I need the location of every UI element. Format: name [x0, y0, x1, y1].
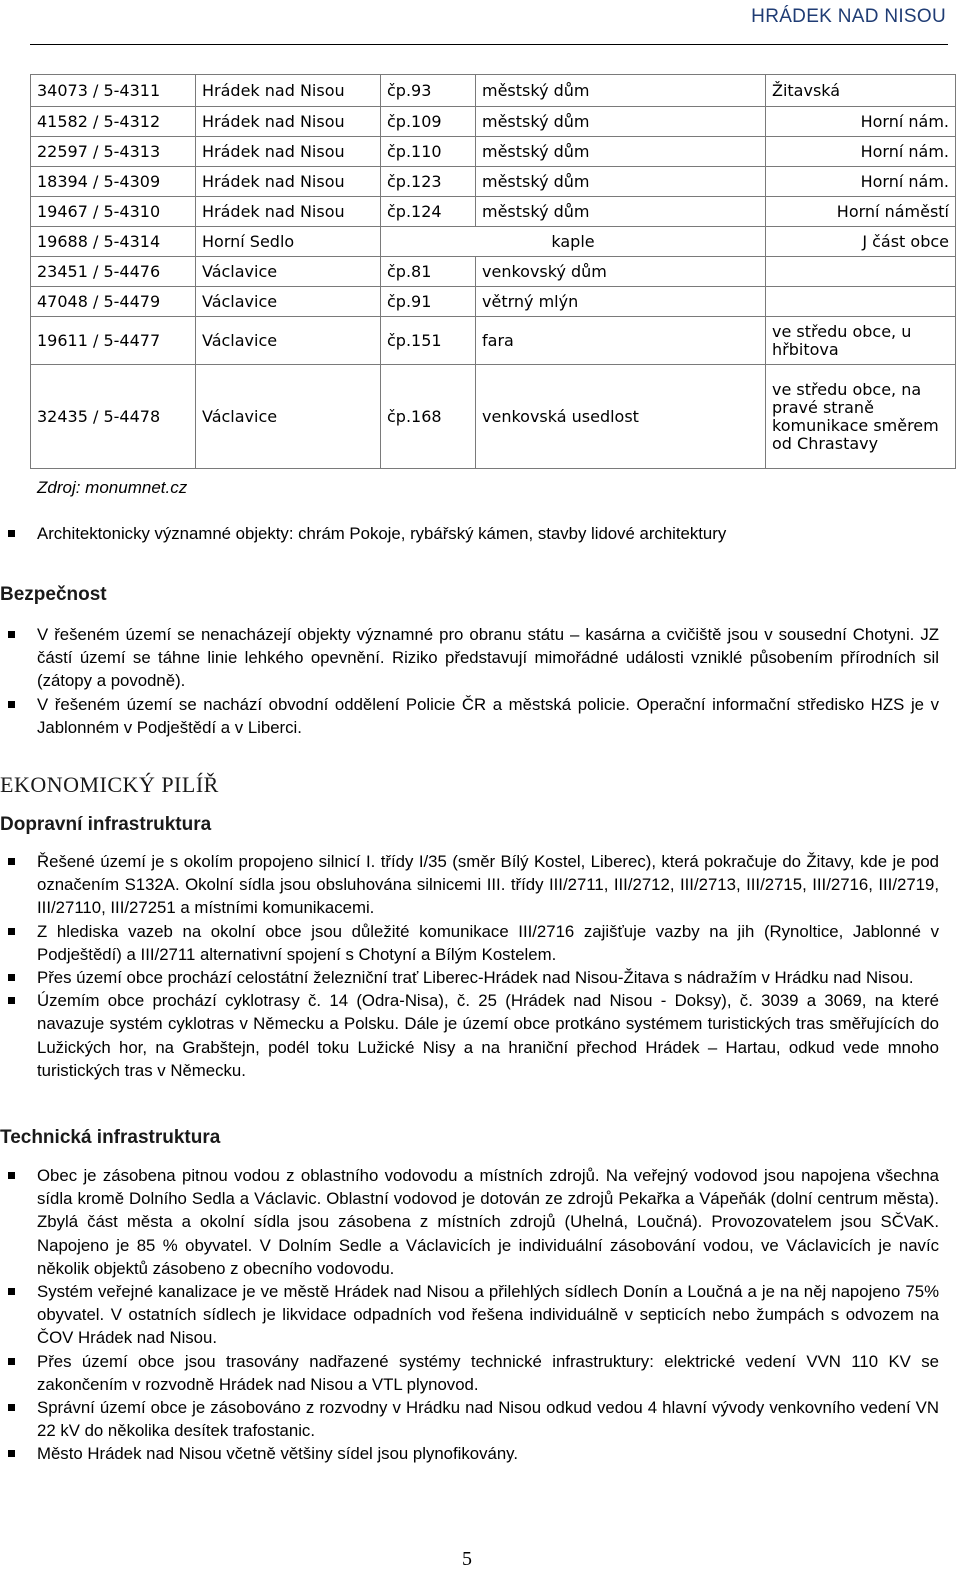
cell-place: Hrádek nad Nisou: [196, 107, 381, 137]
cell-id: 41582 / 5-4312: [31, 107, 196, 137]
cell-id: 22597 / 5-4313: [31, 137, 196, 167]
cell-number: čp.93: [381, 75, 476, 107]
cell-location: [766, 287, 956, 317]
document-title: HRÁDEK NAD NISOU: [751, 6, 946, 27]
cell-id: 34073 / 5-4311: [31, 75, 196, 107]
cell-place: Hrádek nad Nisou: [196, 75, 381, 107]
list-item: Z hlediska vazeb na okolní obce jsou důležité komunikace III/2716 zajišťuje vazby na jih (Rynoltice, Jablonné v Podještědí) a III/2711 alternativní spojení s Chotyní a Bílým Kostelem.: [37, 920, 939, 966]
cell-location: J část obce: [766, 227, 956, 257]
table-row: [31, 227, 956, 257]
list-item: Správní území obce je zásobováno z rozvodny v Hrádku nad Nisou odkud vedou 4 hlavní vývody venkovního vedení VN 22 kV do několika desítek trafostanic.: [37, 1396, 939, 1442]
cell-type: městský dům: [476, 167, 766, 197]
list-item: Systém veřejné kanalizace je ve městě Hrádek nad Nisou a přilehlých sídlech Donín a Loučná a je na něj napojeno 75% obyvatel. V ostatních sídlech je likvidace odpadních vod řešena individuálně v septicích nebo žumpách s odvozem na ČOV Hrádek nad Nisou.: [37, 1280, 939, 1350]
page-number: 5: [462, 1548, 472, 1570]
monuments-table: [30, 74, 956, 469]
table-row: [31, 317, 956, 365]
cell-location: Žitavská: [766, 75, 956, 107]
cell-number: čp.168: [381, 365, 476, 469]
cell-location: Horní nám.: [766, 107, 956, 137]
transport-list: [37, 850, 939, 1082]
cell-place: Václavice: [196, 317, 381, 365]
cell-id: 19688 / 5-4314: [31, 227, 196, 257]
cell-place: Václavice: [196, 287, 381, 317]
table-row: [31, 75, 956, 107]
cell-type: městský dům: [476, 137, 766, 167]
cell-number: čp.81: [381, 257, 476, 287]
header-rule: [30, 44, 948, 45]
table-row: [31, 137, 956, 167]
cell-location: ve středu obce, na pravé straně komunikace směrem od Chrastavy: [766, 365, 956, 469]
cell-place: Hrádek nad Nisou: [196, 197, 381, 227]
cell-location: Horní nám.: [766, 137, 956, 167]
table-row: [31, 257, 956, 287]
cell-place: Hrádek nad Nisou: [196, 137, 381, 167]
cell-number: čp.91: [381, 287, 476, 317]
list-item: Město Hrádek nad Nisou včetně většiny sídel jsou plynofikovány.: [37, 1442, 939, 1465]
economic-heading: EKONOMICKÝ PILÍŘ: [0, 772, 219, 797]
cell-location: ve středu obce, u hřbitova: [766, 317, 956, 365]
cell-id: 32435 / 5-4478: [31, 365, 196, 469]
cell-type: venkovská usedlost: [476, 365, 766, 469]
cell-place: Václavice: [196, 365, 381, 469]
cell-number: čp.110: [381, 137, 476, 167]
technical-heading: Technická infrastruktura: [0, 1127, 221, 1148]
table-row: [31, 365, 956, 469]
cell-id: 47048 / 5-4479: [31, 287, 196, 317]
cell-place: Horní Sedlo: [196, 227, 381, 257]
cell-id: 19467 / 5-4310: [31, 197, 196, 227]
safety-heading: Bezpečnost: [0, 584, 107, 605]
cell-id: 19611 / 5-4477: [31, 317, 196, 365]
cell-place: Hrádek nad Nisou: [196, 167, 381, 197]
cell-type: městský dům: [476, 107, 766, 137]
table-row: [31, 287, 956, 317]
cell-location: Horní nám.: [766, 167, 956, 197]
cell-number: čp.124: [381, 197, 476, 227]
list-item: V řešeném území se nenacházejí objekty významné pro obranu státu – kasárna a cvičiště jsou v sousední Chotyni. JZ částí území se táhne linie lehkého opevnění. Riziko představují mimořádné události vzniklé působením přírodních sil (zátopy a povodně).: [37, 623, 939, 693]
cell-number: čp.151: [381, 317, 476, 365]
cell-type: větrný mlýn: [476, 287, 766, 317]
table-row: [31, 167, 956, 197]
cell-id: 23451 / 5-4476: [31, 257, 196, 287]
cell-type: městský dům: [476, 75, 766, 107]
cell-id: 18394 / 5-4309: [31, 167, 196, 197]
safety-list: [37, 623, 939, 739]
cell-type: městský dům: [476, 197, 766, 227]
list-item: Přes území obce jsou trasovány nadřazené systémy technické infrastruktury: elektrické vedení VVN 110 KV se zakončením v rozvodně Hrádek nad Nisou a VTL plynovod.: [37, 1350, 939, 1396]
list-item: Architektonicky významné objekty: chrám Pokoje, rybářský kámen, stavby lidové architektury: [37, 522, 939, 545]
transport-heading: Dopravní infrastruktura: [0, 814, 212, 835]
cell-type: kaple: [381, 227, 766, 257]
cell-type: venkovský dům: [476, 257, 766, 287]
architecture-paragraph: [37, 522, 939, 545]
cell-location: Horní náměstí: [766, 197, 956, 227]
cell-type: fara: [476, 317, 766, 365]
technical-list: [37, 1164, 939, 1466]
table-source: Zdroj: monumnet.cz: [37, 478, 188, 497]
technical-section: [37, 1164, 939, 1466]
cell-number: čp.123: [381, 167, 476, 197]
list-item: Řešené území je s okolím propojeno silnicí I. třídy I/35 (směr Bílý Kostel, Liberec), která pokračuje do Žitavy, kde je pod označením S132A. Okolní sídla jsou obsluhována silnicemi III. třídy III/2711, III/2712, III/2713, III/2715, III/2716, III/2719, III/27110, III/27251 a místními komunikacemi.: [37, 850, 939, 920]
table-row: [31, 107, 956, 137]
cell-place: Václavice: [196, 257, 381, 287]
list-item: Územím obce prochází cyklotrasy č. 14 (Odra-Nisa), č. 25 (Hrádek nad Nisou - Doksy), č. 3039 a 3069, na které navazuje systém cyklotras v Německu a Polsku. Dále je území obce protkáno systémem turistických tras směřujících do Lužických hor, na Grabštejn, podél toku Lužické Nisy a na hraniční přechod Hrádek – Hartau, odkud vede mnoho turistických tras v Německu.: [37, 989, 939, 1082]
cell-location: [766, 257, 956, 287]
list-item: Obec je zásobena pitnou vodou z oblastního vodovodu a místních zdrojů. Na veřejný vodovod jsou napojena všechna sídla kromě Dolního Sedla a Václavic. Oblastní vodovod je dotován ze zdrojů Pekařka a Vápeňák (dolní centrum města). Zbylá část města a okolní sídla jsou zásobena z místních zdrojů (Uhelná, Loučná). Provozovatelem jsou SČVaK. Napojeno je 85 % obyvatel. V Dolním Sedle a Václavicích je individuální zásobování vodou, ve Václavicích je navíc několik objektů zásobeno z obecního vodovodu.: [37, 1164, 939, 1280]
architecture-list: [37, 522, 939, 545]
safety-section: [37, 623, 939, 739]
table-row: [31, 197, 956, 227]
cell-number: čp.109: [381, 107, 476, 137]
list-item: Přes území obce prochází celostátní železniční trať Liberec-Hrádek nad Nisou-Žitava s nádražím v Hrádku nad Nisou.: [37, 966, 939, 989]
list-item: V řešeném území se nachází obvodní oddělení Policie ČR a městská policie. Operační informační středisko HZS je v Jablonném v Podještědí a v Liberci.: [37, 693, 939, 739]
transport-section: [37, 850, 939, 1082]
